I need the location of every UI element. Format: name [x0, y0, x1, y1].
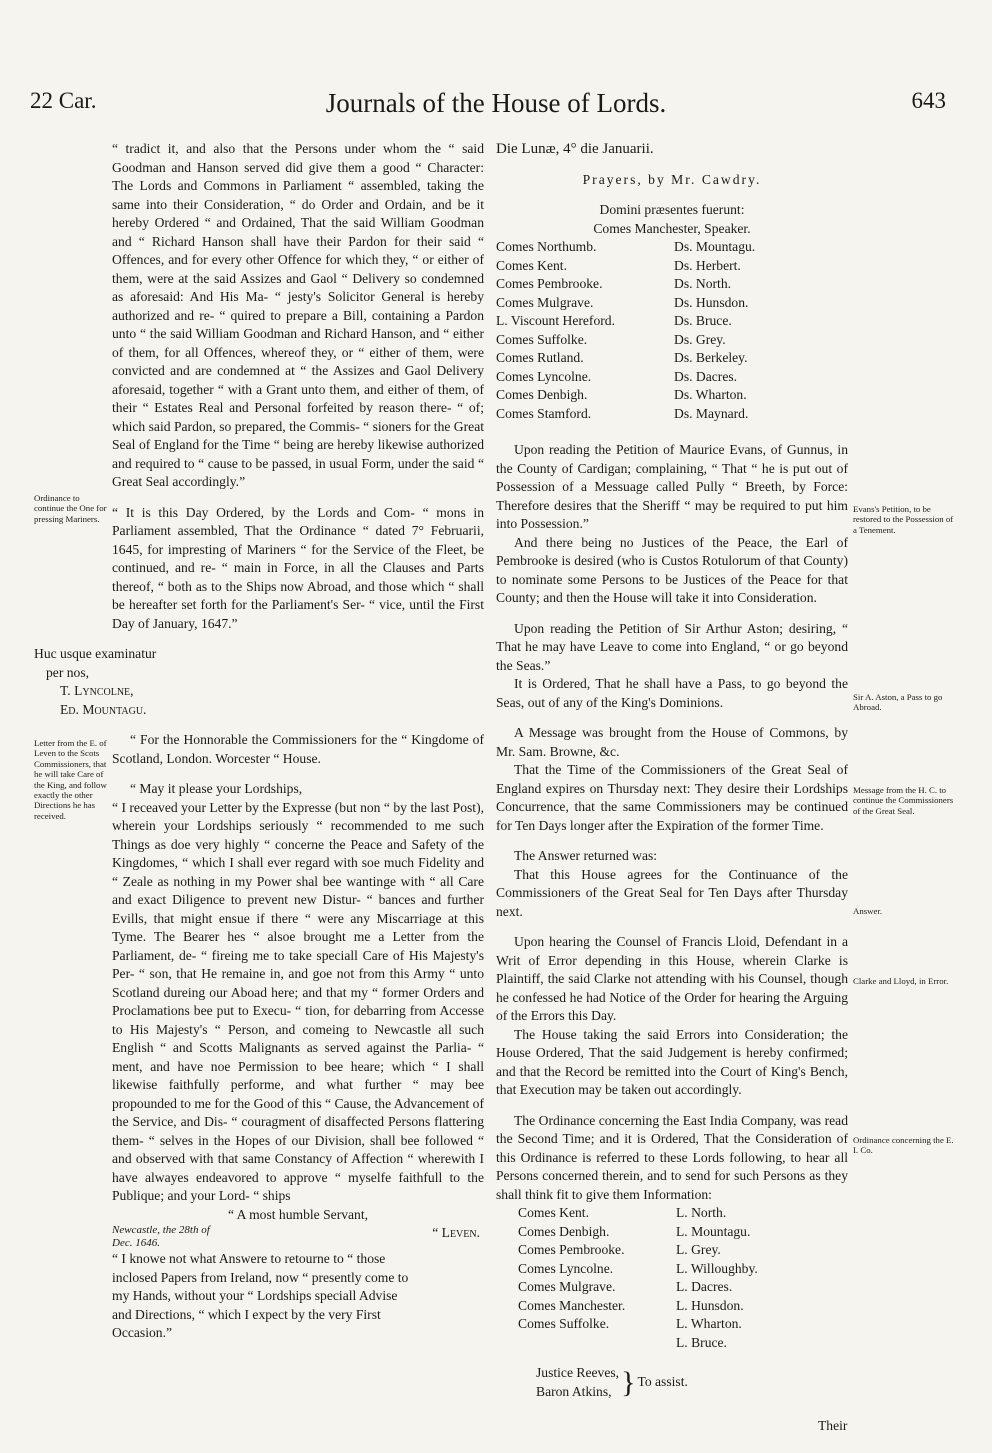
- margin-note-east-india: Ordinance concerning the E. I. Co.: [853, 1135, 954, 1156]
- page-header: [0, 88, 992, 128]
- present-heading: Domini præsentes fuerunt:: [599, 202, 745, 217]
- committee-member: Comes Manchester.: [518, 1297, 626, 1313]
- assist-label: To assist.: [637, 1374, 688, 1390]
- letter-salutation: “ May it please your Lordships,: [130, 781, 303, 796]
- committee-member: L. Wharton.: [676, 1316, 742, 1331]
- examination-note: [34, 645, 484, 719]
- page-title: Journals of the House of Lords.: [325, 88, 667, 118]
- letter-signature: “ Leven.: [432, 1225, 480, 1240]
- committee-member: Comes Suffolke.: [518, 1316, 610, 1331]
- evans-justices: And there being no Justices of the Peace, the Earl of Pembrooke is desired (who is Custos Rotulorum of that County) to nominate some Persons to be Justices of the Peace for that County; and then the House will take it into Consideration.: [496, 534, 848, 605]
- margin-note-evans: Evans's Petition, to be restored to the Possession of a Tenement.: [853, 504, 954, 535]
- attendee: Comes Lyncolne.: [496, 368, 592, 384]
- attendee: Comes Kent.: [496, 257, 567, 273]
- assistant-1: Justice Reeves,: [536, 1365, 620, 1380]
- committee-member: L. North.: [676, 1205, 727, 1220]
- ordinance-pardon-text: “ tradict it, and also that the Persons under whom the “ said Goodman and Hanson served did give them a good “ Character: The Lords and Commons in Parliament “ assembled, taking the same into their Consideration, “ do Order and Ordain, and be it hereby Ordered “ and Ordained, That the said William Goodman and “ Richard Hanson shall have their Pardon for their said “ Offences, and for every other Offence for which they, “ or either of them, were at the said Assizes and Gaol “ Delivery so condemned as aforesaid: And His Ma- “ jesty's Solicitor General is hereby authorized and re- “ quired to prepare a Bill, containing a Pardon unto “ the said William Goodman and Richard Hanson, and “ either of them, for all Offences, whereof they, or “ either of them, were convicted and are condemned at “ the Assizes and Gaol Delivery aforesaid, together “ with a Grant unto them, and either of them, of their “ Estates Real and Personal forfeited by reason there- “ of; which said Pardon, so prepared, the Commis- “ sioners for the Great Seal of England for the Time “ being are hereby likewise authorized and required to “ cause to be passed, in usual Form, under the said “ Great Seal accordingly.”: [112, 141, 484, 489]
- evans-petition: Upon reading the Petition of Maurice Evans, of Gunnus, in the County of Cardigan; complaining, “ That “ he is put out of Possession of a Messuage called Pully “ Breeth, by Force: Therefore desires that the Sheriff “ may be required to put him into Possession.”: [496, 442, 848, 531]
- committee-member: L. Hunsdon.: [676, 1297, 744, 1313]
- margin-note-aston: Sir A. Aston, a Pass to go Abroad.: [853, 692, 943, 713]
- attendee: Ds. Mountagu.: [674, 239, 756, 254]
- attendee: Comes Northumb.: [496, 239, 597, 254]
- margin-note-letter: Letter from the E. of Leven to the Scots Commissioners, that he will take Care of the King, and follow exactly the other Directions he has received.: [34, 738, 107, 821]
- committee-member: L. Bruce.: [676, 1334, 727, 1350]
- ordinance-mariners-text: “ It is this Day Ordered, by the Lords and Com- “ mons in Parliament assembled, That the Ordinance “ dated 7° Februarii, 1645, for impresting of Mariners “ for the Service of the Fleet, be continued, and re- “ main in Force, in all the Clauses and Parts thereof, “ both as to the Ships now Abroad, and those which “ shall be hereafter set forth for the Parliament's Ser- “ vice, until the First Day of January, 1647.”: [112, 504, 484, 631]
- committee-member: L. Dacres.: [676, 1279, 733, 1294]
- sitting-date: Die Lunæ, 4° die Januarii.: [496, 141, 654, 157]
- committee-earls: [518, 1204, 676, 1352]
- attendee: Ds. Hunsdon.: [674, 294, 749, 310]
- page-number: 643: [911, 88, 946, 113]
- examined-line-2: per nos,: [46, 664, 90, 680]
- examiner-2: Ed. Mountagu.: [60, 701, 147, 717]
- letter-address: “ For the Honnorable the Commissioners for the “ Kingdome of Scotland, London. Worcester “ House.: [112, 732, 484, 766]
- lloid-judgement: The House taking the said Errors into Consideration; the House Ordered, That the said Judgement is hereby confirmed; and that the Record be remitted into the Court of King's Bench, that Execution may be taken out accordingly.: [496, 1026, 848, 1097]
- attendee: Comes Mulgrave.: [496, 294, 594, 310]
- lloid-counsel: Upon hearing the Counsel of Francis Lloid, Defendant in a Writ of Error depending in this House, wherein Clarke is Plaintiff, the said Clarke not attending with his Counsel, though he confessed he had Notice of the Order for hearing the Arguing of the Errors this Day.: [496, 934, 848, 1023]
- prayers-line: Prayers, by Mr. Cawdry.: [582, 171, 762, 187]
- commons-message-body: That the Time of the Commissioners of the Great Seal of England expires on Thursday next: They desire their Lordships Concurrence, that the same Commissioners may be continued for Ten Days longer after the Expiration of the former Time.: [496, 762, 848, 833]
- brace-glyph: }: [621, 1365, 636, 1399]
- attendee: Ds. Berkeley.: [674, 350, 748, 365]
- attendee: Ds. North.: [674, 276, 732, 291]
- committee-member: L. Willoughby.: [676, 1260, 758, 1276]
- letter-place-date: Newcastle, the 28th of Dec. 1646.: [112, 1224, 210, 1249]
- answer-body: That this House agrees for the Continuance of the Commissioners of the Great Seal for Ten Days after Thursday next.: [496, 866, 848, 919]
- aston-petition: Upon reading the Petition of Sir Arthur Aston; desiring, “ That he may have Leave to come into England, “ or go beyond the Seas.”: [496, 620, 848, 673]
- attendee: Comes Suffolke.: [496, 331, 588, 347]
- assistant-2: Baron Atkins,: [536, 1383, 612, 1399]
- catchword: Their: [818, 1418, 848, 1433]
- committee-member: Comes Lyncolne.: [518, 1260, 614, 1276]
- attendance-list: [496, 238, 848, 423]
- margin-note-lloid: Clarke and Lloyd, in Error.: [853, 976, 949, 986]
- margin-note-answer: Answer.: [853, 906, 883, 916]
- letter-postscript: “ I knowe not what Answere to retourne to “ those inclosed Papers from Ireland, now “ presently come to my Hands, without your “ Lordships speciall Advise and Directions, “ which I expect by the very First Occasion.”: [112, 1251, 409, 1340]
- letter-body: “ I receaved your Letter by the Expresse (but non “ by the last Post), wherein your Lordships seriously “ recommended to me such Things as doe very highly “ concerne the Peace and Safety of the Kingdomes, “ which I shall ever regard with soe much Fidelity and “ Zeale as nothing in my Power shal bee wantinge with “ all Care and exact Diligence to prevent new Distur- “ bances and further Evills, that might ensue if there “ were any Miscarriage at this Tyme. The Bearer hes “ alsoe brought me a Letter from the Parliament, de- “ fireing me to take speciall Care of His Majesty's Per- “ son, that He remaine in, and goe not from this Army “ unto Scotland dureing our Aboad here; and that my “ former Orders and Proclamations bee put to Execu- “ tion, for debarring from Accesse to His Majesty's “ Person, and comeing to Newcastle all such English “ and Scotts Malignants as served against the Parlia- “ ment, and have noe Permission to bee heare; which “ I shall likewise faithfully performe, and what further “ may bee propounded to me for the Good of this “ Cause, the Advancement of the Service, and Dis- “ couragment of disaffected Persons flattering them- “ selves in the Hopes of our Division, shall bee followed “ and observed with that same Constancy of Affection “ wherewith I have alwayes endeavored to approve “ myselfe faithfull to the Publique; and your Lord- “ ships: [112, 799, 484, 1203]
- header-regnal-year: 22 Car.: [30, 88, 97, 113]
- attendee: L. Viscount Hereford.: [496, 313, 615, 328]
- attendee: Ds. Maynard.: [674, 405, 749, 421]
- answer-heading: The Answer returned was:: [514, 848, 658, 863]
- east-india-ordinance: The Ordinance concerning the East India Company, was read the Second Time; and it is Ordered, That the Consideration of this Ordinance is referred to these Lords following, to hear all Persons concerned therein, and to send for such Persons as they shall think fit to give them Information:: [496, 1112, 848, 1202]
- attendee: Comes Denbigh.: [496, 387, 588, 402]
- aston-order: It is Ordered, That he shall have a Pass, to go beyond the Seas, out of any of the King's Dominions.: [496, 676, 848, 710]
- attendance-earls: [496, 238, 674, 423]
- attendee: Comes Rutland.: [496, 350, 584, 365]
- committee-member: Comes Pembrooke.: [518, 1242, 625, 1257]
- committee-member: L. Mountagu.: [676, 1223, 751, 1239]
- attendee: Comes Stamford.: [496, 405, 592, 421]
- examiner-1: T. Lyncolne,: [60, 683, 134, 698]
- committee-member: L. Grey.: [676, 1242, 721, 1257]
- letter-sign-row: [112, 1224, 484, 1250]
- assistants: [496, 1364, 848, 1401]
- right-column: [496, 140, 848, 1401]
- margin-note-mariners: Ordinance to continue the One for pressing Mariners.: [34, 493, 107, 524]
- attendee: Ds. Dacres.: [674, 368, 738, 384]
- committee-lords: [676, 1204, 758, 1352]
- committee-member: Comes Denbigh.: [518, 1223, 610, 1239]
- attendee: Comes Pembrooke.: [496, 276, 603, 291]
- attendee: Ds. Wharton.: [674, 387, 747, 402]
- attendance-barons: [674, 238, 844, 423]
- speaker-line: Comes Manchester, Speaker.: [593, 220, 751, 236]
- committee-member: Comes Mulgrave.: [518, 1279, 616, 1294]
- margin-note-message: Message from the H. C. to continue the Commissioners of the Great Seal.: [853, 785, 954, 816]
- attendee: Ds. Grey.: [674, 331, 726, 347]
- commons-message: A Message was brought from the House of Commons, by Mr. Sam. Browne, &c.: [496, 725, 848, 759]
- committee-member: Comes Kent.: [518, 1205, 589, 1220]
- examined-line-1: Huc usque examinatur: [34, 646, 157, 661]
- committee-list: [496, 1204, 848, 1352]
- letter-closing: “ A most humble Servant,: [227, 1206, 369, 1222]
- attendee: Ds. Bruce.: [674, 313, 732, 328]
- attendee: Ds. Herbert.: [674, 257, 741, 273]
